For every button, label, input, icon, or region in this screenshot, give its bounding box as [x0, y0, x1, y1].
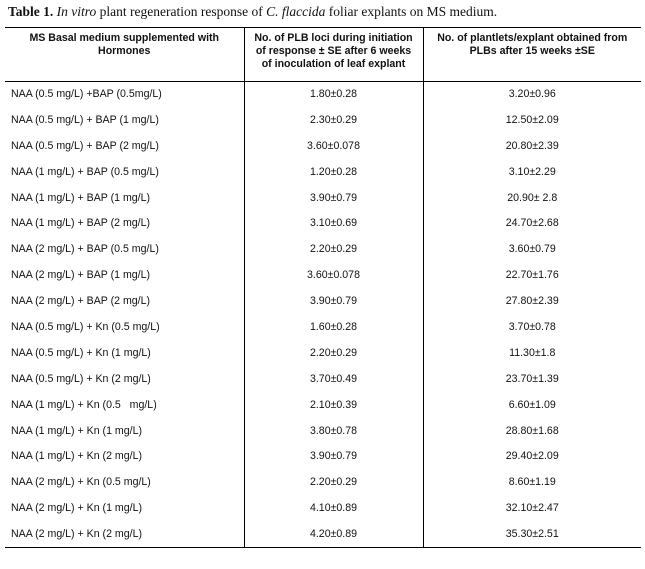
treatment-cell: NAA (1 mg/L) + BAP (2 mg/L) — [11, 217, 151, 230]
treatment-cell: NAA (2 mg/L) + BAP (2 mg/L) — [11, 295, 151, 308]
treatment-cell: NAA (2 mg/L) + Kn (2 mg/L) — [11, 527, 142, 540]
table-row — [5, 211, 641, 237]
plantlets-cell: 3.70±0.78 — [423, 315, 641, 341]
header-plantlets: No. of plantlets/explant obtained from PLBs after 15 weeks ±SE — [423, 28, 641, 82]
plb-loci-cell: 3.10±0.69 — [244, 211, 423, 237]
caption-text-1: plant regeneration response of — [96, 4, 267, 19]
table-row — [5, 418, 641, 444]
treatment-cell: NAA (0.5 mg/L) + BAP (2 mg/L) — [11, 139, 159, 152]
plantlets-cell: 29.40±2.09 — [423, 444, 641, 470]
plantlets-cell: 20.80±2.39 — [423, 133, 641, 159]
treatment-cell: NAA (2 mg/L) + Kn (1 mg/L) — [11, 502, 142, 515]
treatment-cell: NAA (2 mg/L) + BAP (1 mg/L) — [11, 269, 151, 282]
table-row — [5, 107, 641, 133]
table-row — [5, 159, 641, 185]
table-row — [5, 82, 641, 108]
plb-loci-cell: 3.80±0.78 — [244, 418, 423, 444]
plb-loci-cell: 2.20±0.29 — [244, 237, 423, 263]
plb-loci-cell: 3.90±0.79 — [244, 185, 423, 211]
caption-italic-species: C. flaccida — [266, 4, 326, 19]
table-row — [5, 522, 641, 548]
treatment-cell: NAA (1 mg/L) + Kn (0.5 mg/L) — [11, 398, 157, 411]
plb-loci-cell: 1.60±0.28 — [244, 315, 423, 341]
treatment-cell: NAA (2 mg/L) + Kn (0.5 mg/L) — [11, 476, 151, 489]
plb-loci-cell: 3.60±0.078 — [244, 263, 423, 289]
table-row — [5, 470, 641, 496]
table-row — [5, 392, 641, 418]
caption-italic-in-vitro: In vitro — [56, 4, 97, 19]
plantlets-cell: 8.60±1.19 — [423, 470, 641, 496]
table-row — [5, 444, 641, 470]
plb-loci-cell: 2.20±0.29 — [244, 340, 423, 366]
header-plb-loci: No. of PLB loci during initiation of response ± SE after 6 weeks of inoculation of leaf explant — [244, 28, 423, 82]
table-row — [5, 496, 641, 522]
table-row — [5, 185, 641, 211]
treatment-cell: NAA (1 mg/L) + BAP (1 mg/L) — [11, 191, 151, 204]
plb-loci-cell: 1.20±0.28 — [244, 159, 423, 185]
plantlets-cell: 11.30±1.8 — [423, 340, 641, 366]
header-row — [5, 28, 641, 82]
plb-loci-cell: 3.60±0.078 — [244, 133, 423, 159]
plantlets-cell: 27.80±2.39 — [423, 289, 641, 315]
table-row — [5, 366, 641, 392]
plb-loci-cell: 4.10±0.89 — [244, 496, 423, 522]
table-caption — [8, 4, 497, 20]
plantlets-cell: 24.70±2.68 — [423, 211, 641, 237]
plantlets-cell: 6.60±1.09 — [423, 392, 641, 418]
plantlets-cell: 20.90± 2.8 — [423, 185, 641, 211]
treatment-cell: NAA (0.5 mg/L) + Kn (0.5 mg/L) — [11, 320, 160, 333]
caption-text-2: foliar explants on MS medium. — [325, 4, 498, 19]
plantlets-cell: 23.70±1.39 — [423, 366, 641, 392]
plantlets-cell: 3.20±0.96 — [423, 82, 641, 108]
table-body — [5, 82, 641, 548]
plantlets-cell: 3.60±0.79 — [423, 237, 641, 263]
table-row — [5, 289, 641, 315]
results-table — [5, 27, 641, 548]
plb-loci-cell: 4.20±0.89 — [244, 522, 423, 548]
treatment-cell: NAA (1 mg/L) + BAP (0.5 mg/L) — [11, 165, 159, 178]
plb-loci-cell: 2.30±0.29 — [244, 107, 423, 133]
treatment-cell: NAA (0.5 mg/L) + Kn (2 mg/L) — [11, 372, 151, 385]
plb-loci-cell: 1.80±0.28 — [244, 82, 423, 108]
treatment-cell: NAA (0.5 mg/L) + Kn (1 mg/L) — [11, 346, 151, 359]
treatment-cell: NAA (0.5 mg/L) + BAP (1 mg/L) — [11, 113, 159, 126]
plantlets-cell: 22.70±1.76 — [423, 263, 641, 289]
plantlets-cell: 12.50±2.09 — [423, 107, 641, 133]
header-treatment: MS Basal medium supplemented with Hormones — [5, 28, 244, 82]
table-row — [5, 315, 641, 341]
plantlets-cell: 32.10±2.47 — [423, 496, 641, 522]
treatment-cell: NAA (2 mg/L) + BAP (0.5 mg/L) — [11, 243, 159, 256]
table-row — [5, 340, 641, 366]
plb-loci-cell: 3.90±0.79 — [244, 289, 423, 315]
treatment-cell: NAA (1 mg/L) + Kn (2 mg/L) — [11, 450, 142, 463]
table-row — [5, 133, 641, 159]
plb-loci-cell: 2.10±0.39 — [244, 392, 423, 418]
plb-loci-cell: 2.20±0.29 — [244, 470, 423, 496]
treatment-cell: NAA (1 mg/L) + Kn (1 mg/L) — [11, 424, 142, 437]
plantlets-cell: 35.30±2.51 — [423, 522, 641, 548]
plantlets-cell: 3.10±2.29 — [423, 159, 641, 185]
table-row — [5, 263, 641, 289]
table-row — [5, 237, 641, 263]
plantlets-cell: 28.80±1.68 — [423, 418, 641, 444]
treatment-cell: NAA (0.5 mg/L) +BAP (0.5mg/L) — [11, 88, 162, 101]
plb-loci-cell: 3.70±0.49 — [244, 366, 423, 392]
caption-label: Table 1. — [8, 4, 54, 19]
plb-loci-cell: 3.90±0.79 — [244, 444, 423, 470]
